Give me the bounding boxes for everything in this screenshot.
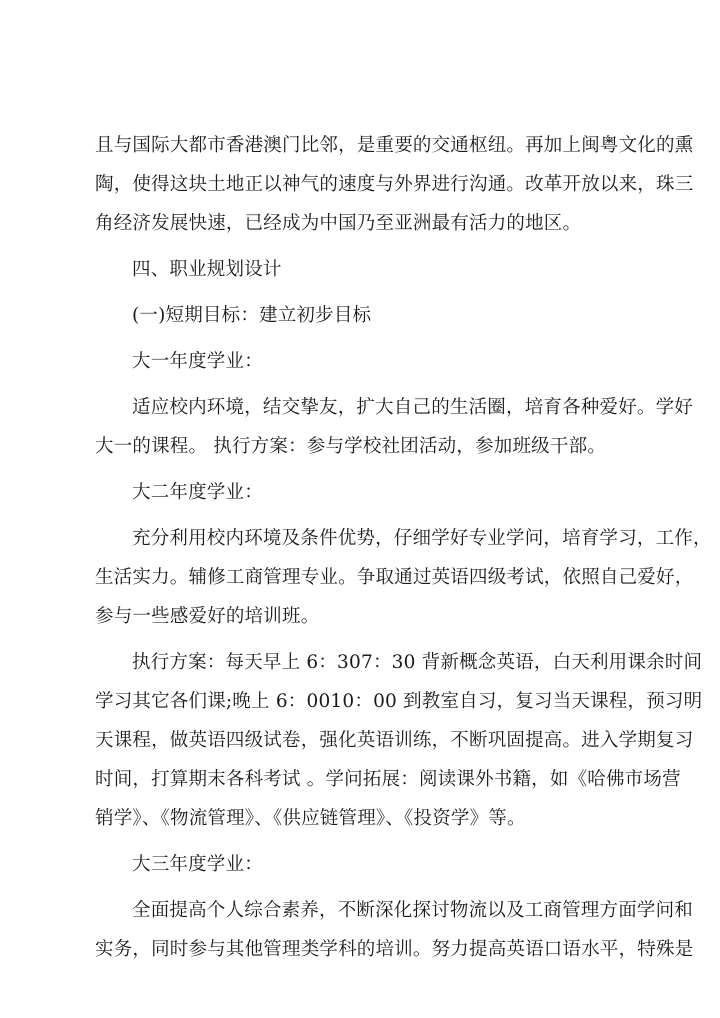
paragraph-gap bbox=[95, 381, 640, 388]
year-two-heading: 大二年度学业： bbox=[132, 482, 263, 503]
text-line: 大一的课程。 执行方案：参与学校社团活动，参加班级干部。 bbox=[95, 436, 606, 457]
text-line: 角经济发展快速，已经成为中国乃至亚洲最有活力的地区。 bbox=[95, 213, 582, 234]
paragraph-gap bbox=[95, 838, 640, 845]
paragraph-gap bbox=[95, 289, 640, 296]
paragraph-gap bbox=[95, 243, 640, 250]
text-line: 生活实力。辅修工商管理专业。争取通过英语四级考试，依照自己爱好， bbox=[95, 567, 694, 588]
text-line: 适应校内环境，结交挚友，扩大自己的生活圈，培育各种爱好。学好 bbox=[132, 397, 694, 418]
year-one-heading: 大一年度学业： bbox=[132, 351, 263, 372]
text-line: 充分利用校内环境及条件优势，仔细学好专业学问，培育学习，工作， bbox=[132, 528, 712, 549]
paragraph-gap bbox=[95, 466, 640, 473]
text-line: 参与一些感爱好的培训班。 bbox=[95, 606, 320, 627]
text-line: 销学》、《物流管理》、《供应链管理》、《投资学》等。 bbox=[95, 808, 526, 829]
text-line: 时间，打算期末各科考试 。学问拓展：阅读课外书籍，如《哈佛市场营 bbox=[95, 769, 681, 790]
paragraph-year-two bbox=[95, 519, 712, 636]
paragraph-intro-continuation bbox=[95, 126, 694, 243]
text-line: 天课程，做英语四级试卷，强化英语训练，不断巩固提高。进入学期复习 bbox=[95, 730, 694, 751]
text-line: 陶，使得这块土地正以神气的速度与外界进行沟通。改革开放以来，珠三 bbox=[95, 174, 694, 195]
text-line: 且与国际大都市香港澳门比邻，是重要的交通枢纽。再加上闽粤文化的熏 bbox=[95, 135, 694, 156]
text-line: 学习其它各们课;晚上 6：0010：00 到教室自习，复习当天课程，预习明 bbox=[95, 691, 703, 712]
paragraph-year-three bbox=[95, 891, 694, 969]
document-body bbox=[95, 126, 712, 969]
paragraph-gap bbox=[95, 512, 640, 519]
paragraph-gap bbox=[95, 636, 640, 643]
subsection-heading: (一)短期目标：建立初步目标 bbox=[132, 305, 372, 326]
paragraph-year-one bbox=[95, 388, 694, 466]
paragraph-year-two-plan bbox=[95, 643, 703, 838]
section-heading: 四、职业规划设计 bbox=[132, 259, 282, 280]
year-three-heading: 大三年度学业： bbox=[132, 854, 263, 875]
text-line: 实务，同时参与其他管理类学科的培训。努力提高英语口语水平，特殊是 bbox=[95, 939, 694, 960]
text-line: 全面提高个人综合素养，不断深化探讨物流以及工商管理方面学问和 bbox=[132, 900, 694, 921]
paragraph-gap bbox=[95, 884, 640, 891]
text-line: 执行方案：每天早上 6：307：30 背新概念英语，白天利用课余时间 bbox=[132, 652, 703, 673]
paragraph-gap bbox=[95, 335, 640, 342]
